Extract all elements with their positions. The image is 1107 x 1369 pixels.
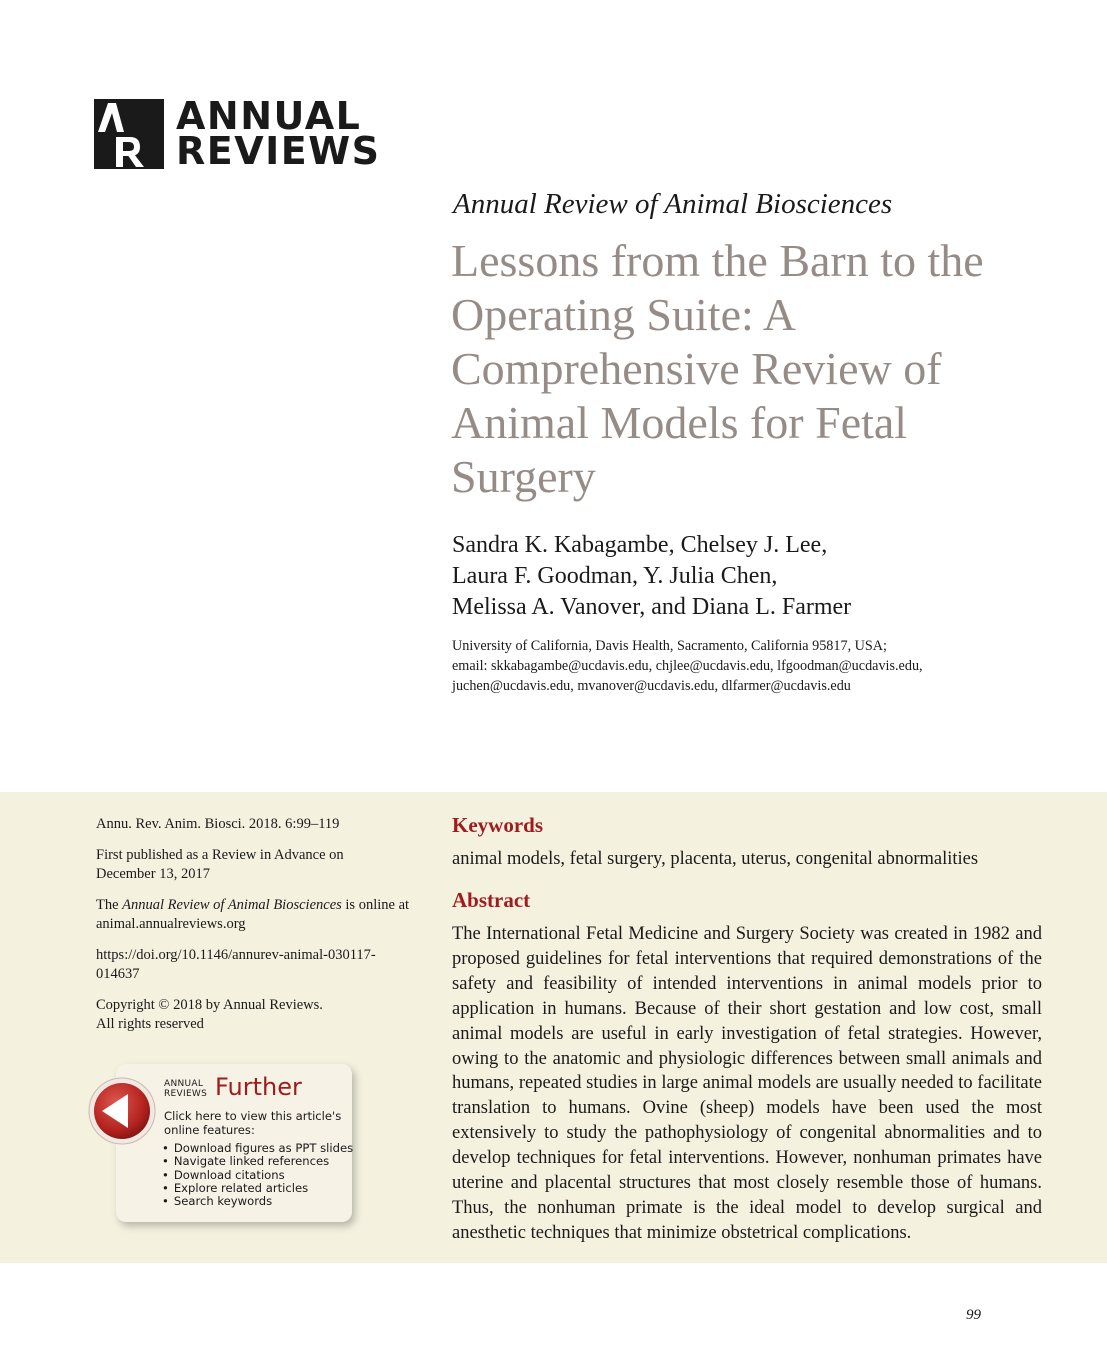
doi-line2: 014637	[96, 966, 140, 982]
abstract-text: The International Fetal Medicine and Surgery Society was created in 1982 and proposed guidelines for fetal interventions that required demonstrations of the safety and feasibility of intended interventions in animal models prior to application in humans. Because of their short gestation and low cost, small animal models are useful in early investigation of fetal strategies. However, owing to the anatomic and physiologic differences between small animals and humans, repeated studies in large animal models are usually needed to facilitate translation to humans. Ovine (sheep) models have been used the most extensively to study the pathophysiology of congenital abnormalities and to develop techniques for fetal interventions. However, nonhuman primates have uterine and placental structures that most closely resemble those of humans. Thus, the nonhuman primate is the ideal model to develop surgical and anesthetic techniques that minimize obstetrical complications.	[452, 924, 1042, 1243]
keywords-heading: Keywords	[452, 813, 543, 837]
copyright-line1: Copyright © 2018 by Annual Reviews.	[96, 997, 323, 1013]
further-brand-line1: ANNUAL	[164, 1079, 204, 1089]
list-item: • Download figures as PPT slides	[162, 1142, 353, 1155]
further-feature-list	[162, 1142, 353, 1208]
click-here-link[interactable]: Click here	[164, 1109, 222, 1123]
affiliation-line: email: skkabagambe@ucdavis.edu, chjlee@ucdavis.edu, lfgoodman@ucdavis.edu,	[452, 658, 923, 674]
further-brand-line2: REVIEWS	[164, 1088, 208, 1099]
further-back-arrow-icon[interactable]	[88, 1077, 156, 1145]
keywords-text: animal models, fetal surgery, placenta, uterus, congenital abnormalities	[452, 849, 979, 869]
logo-text-line1: ANNUAL	[176, 94, 362, 138]
logo-text-line2: REVIEWS	[176, 129, 381, 173]
doi-line1: https://doi.org/10.1146/annurev-animal-030117-	[96, 947, 376, 963]
affiliation	[452, 636, 1072, 696]
citation: Annu. Rev. Anim. Biosci. 2018. 6:99–119	[96, 816, 340, 832]
publication-date	[96, 846, 416, 884]
article-title: Lessons from the Barn to the Operating Suite: A Comprehensive Review of Animal Models for Fetal Surgery	[451, 235, 984, 502]
publication-date-line1: First published as a Review in Advance on	[96, 847, 344, 863]
list-item: • Navigate linked references	[162, 1155, 353, 1168]
copyright-line2: All rights reserved	[96, 1016, 204, 1032]
author-list	[452, 530, 1052, 623]
page-number: 99	[966, 1307, 981, 1323]
affiliation-line: University of California, Davis Health, Sacramento, California 95817, USA;	[452, 638, 887, 654]
online-notice-journal: Annual Review of Animal Biosciences	[122, 897, 342, 913]
annual-reviews-logo-mark-icon	[94, 99, 164, 169]
doi-link[interactable]	[96, 946, 416, 984]
affiliation-line: juchen@ucdavis.edu, mvanover@ucdavis.edu, dlfarmer@ucdavis.edu	[452, 678, 851, 694]
abstract-heading: Abstract	[452, 888, 531, 912]
further-description-text: to view this article's online features:	[164, 1109, 342, 1137]
further-brand	[164, 1080, 207, 1099]
further-description	[164, 1109, 349, 1137]
author-line: Laura F. Goodman, Y. Julia Chen,	[452, 563, 778, 589]
annual-reviews-logo-text	[176, 94, 381, 173]
further-label: Further	[215, 1073, 302, 1101]
online-notice-prefix: The	[96, 897, 123, 913]
author-line: Sandra K. Kabagambe, Chelsey J. Lee,	[452, 532, 828, 558]
list-item: • Explore related articles	[162, 1182, 353, 1195]
journal-name: Annual Review of Animal Biosciences	[453, 188, 893, 220]
online-notice-suffix: is online at	[341, 897, 410, 913]
copyright	[96, 996, 416, 1034]
list-item: • Download citations	[162, 1169, 353, 1182]
publication-date-line2: December 13, 2017	[96, 866, 210, 882]
annual-reviews-logo	[94, 94, 381, 173]
article-metadata-sidebar	[96, 815, 416, 1046]
online-notice	[96, 896, 416, 934]
journal-url-link[interactable]: animal.annualreviews.org	[96, 916, 246, 932]
author-line: Melissa A. Vanover, and Diana L. Farmer	[452, 594, 852, 620]
list-item: • Search keywords	[162, 1195, 353, 1208]
